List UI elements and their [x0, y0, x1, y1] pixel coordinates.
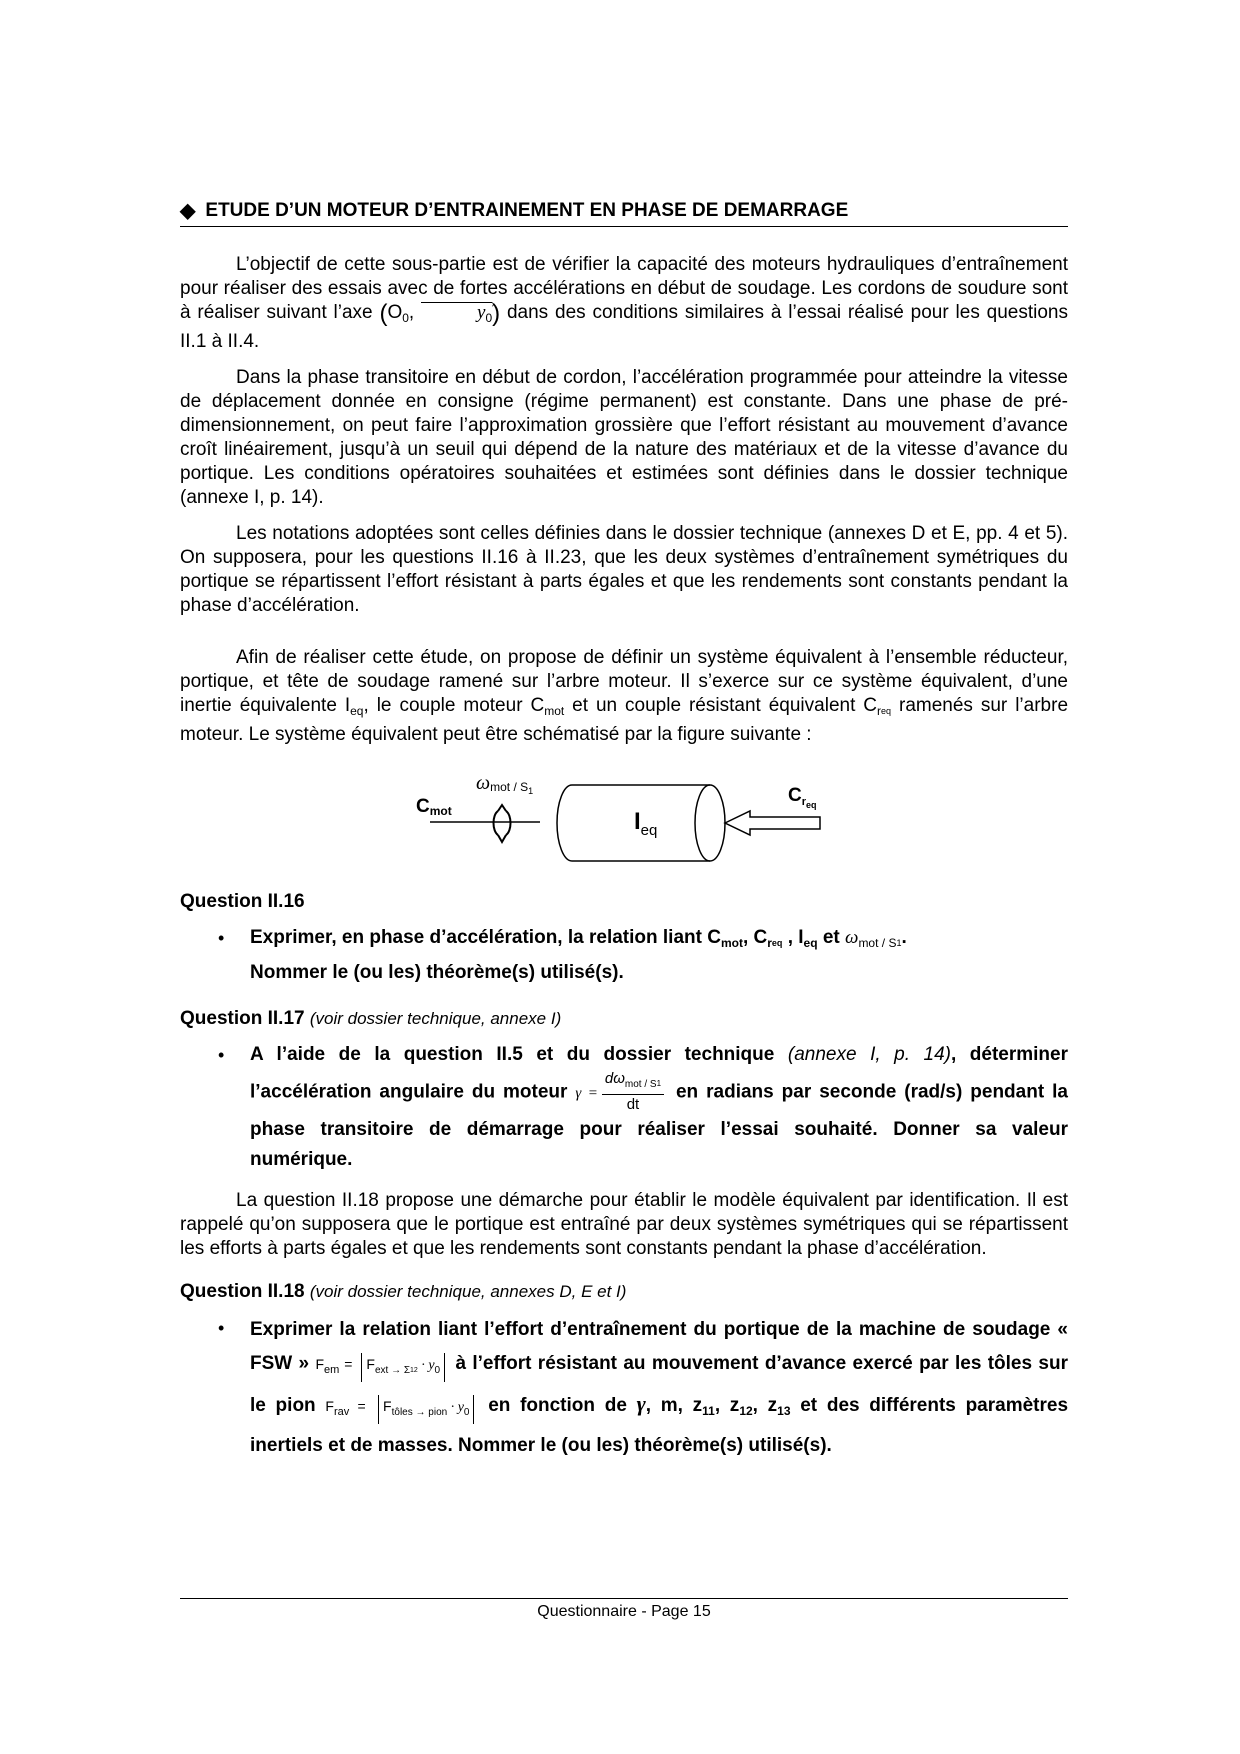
question-18-bullet: [180, 1313, 1068, 1463]
intro-creq-sub: r: [877, 704, 882, 718]
q18-text-f: , z: [752, 1395, 778, 1416]
intro-p4-b: , le couple moteur C: [363, 695, 545, 716]
question-16-bullet: [180, 923, 1068, 988]
q18-text-a: Exprimer la relation liant l’effort d’entraînement du portique de la machine de soudage « FSW »: [250, 1319, 1068, 1374]
q17-gamma: γ =: [575, 1085, 598, 1102]
q16-creq-sub2: eq: [771, 938, 783, 948]
q18-ftoles: F: [383, 1398, 392, 1414]
q16-omega-sub2: 1: [896, 938, 902, 948]
q16-text-e: .: [901, 927, 907, 948]
q18-ftoles-abs: [378, 1395, 474, 1424]
intro-paragraph-2: Dans la phase transitoire en début de cordon, l’accélération programmée pour atteindre la vitesse de déplacement donnée en consigne (régime permanent) est constante. Dans une phase de pré-dimensionnement, on peut faire l’approximation grossière que l’effort résistant au mouvement d’avance croît linéairement, jusqu’à un seuil qui dépend de la nature des matériaux et de la vitesse d’avance du portique. Les conditions opératoires souhaitées et estimées sont définies dans le dossier technique (annexe I, p. 14).: [180, 367, 1068, 508]
bullet-icon: •: [218, 1318, 225, 1338]
diagram-cmot-label: Cmot: [416, 796, 452, 818]
q18-dot-y2-sub: 0: [463, 1407, 470, 1418]
q18-text-b: à l’effort résistant au mouvement d’avance exercé par les tôles sur le pion: [250, 1353, 1068, 1416]
q18-ftoles-sub: tôles → pion: [391, 1407, 448, 1418]
axis-close-paren: ): [492, 300, 501, 327]
q17-frac-num: dω: [604, 1070, 625, 1087]
q18-fext: F: [366, 1356, 375, 1372]
intro-cmot-sub: mot: [544, 704, 565, 718]
intro-p1-a: L’objectif de cette sous-partie est de vérifier la capacité des moteurs hydrauliques d’entraînement pour réaliser des essais avec de fortes accélérations en début de soudage. Les cordons de soudure sont à réaliser suivant l’axe: [180, 254, 1068, 323]
intro-paragraph-4: [180, 646, 1068, 747]
q17-text-c: en radians par seconde (rad/s) pendant la phase transitoire de démarrage pour réaliser l’essai souhaité. Donner sa valeur numérique.: [250, 1081, 1068, 1170]
q17-fraction: [602, 1070, 664, 1115]
axis-open-paren: (: [379, 300, 388, 327]
q18-fem-sub: em: [324, 1364, 340, 1376]
axis-o: O: [387, 302, 403, 323]
q18-title-text: Question II.18: [180, 1281, 305, 1302]
equivalent-system-diagram: [180, 759, 1068, 871]
q18-fext-sub: ext → Σ: [374, 1365, 411, 1376]
question-16-text: [250, 923, 1068, 988]
q17-text-ref: (annexe I, p. 14): [787, 1044, 951, 1065]
q18-text-c: en fonction de: [478, 1395, 637, 1416]
q18-dot-y-sub: 0: [434, 1365, 441, 1376]
axis-y-sub: 0: [485, 311, 493, 325]
q16-title-text: Question II.16: [180, 891, 305, 912]
question-17-bullet: [180, 1040, 1068, 1175]
question-17-title: [180, 1008, 1068, 1030]
right-arrow-icon: [725, 811, 820, 835]
question-18-text: [250, 1313, 1068, 1463]
intro-creq-sub2: eq: [881, 706, 892, 716]
q18-fem-eq: =: [339, 1356, 358, 1372]
q17-note: (voir dossier technique, annexe I): [309, 1009, 562, 1028]
axis-o-sub: 0: [402, 311, 409, 325]
q17-frac-num-sub: mot / S: [624, 1079, 657, 1090]
bullet-icon: •: [218, 1045, 225, 1065]
q16-ieq-sub: eq: [803, 936, 818, 950]
question-16-title: [180, 891, 1068, 913]
q18-fem-expr: [315, 1356, 358, 1376]
q16-text-b: , C: [742, 927, 768, 948]
q16-omega: ω: [845, 927, 859, 948]
q17-text-a: A l’aide de la question II.5 et du dossier technique: [250, 1044, 788, 1065]
q18-text-g: et des différents paramètres inertiels et de masses. Nommer le (ou les) théorème(s) utilisé(s).: [250, 1395, 1069, 1456]
question-17-text: [250, 1040, 1068, 1175]
q18-z11: 11: [702, 1404, 715, 1418]
intro-ieq-sub: eq: [350, 704, 364, 718]
q17-text-b: , déterminer l’accélération angulaire du moteur: [250, 1044, 1068, 1103]
question-18-title: [180, 1281, 1068, 1303]
q16-text-d: et: [817, 927, 846, 948]
intro-p4-a: Afin de réaliser cette étude, on propose de définir un système équivalent à l’ensemble réducteur, portique, et tête de soudage ramené sur l’arbre moteur. Il s’exerce sur ce système équivalent, d’une inertie équivalente I: [180, 647, 1068, 716]
q18-fext-abs: [361, 1353, 445, 1382]
diagram-omega-label: ωmot / S1: [476, 772, 534, 796]
page-footer: Questionnaire - Page 15: [180, 1598, 1068, 1621]
rotation-arrow-icon: [494, 805, 511, 835]
q18-fem: F: [315, 1356, 325, 1372]
q18-z13: 13: [777, 1404, 791, 1418]
q16-line-2: Nommer le (ou les) théorème(s) utilisé(s).: [250, 962, 624, 983]
intro-paragraph-3: Les notations adoptées sont celles définies dans le dossier technique (annexes D et E, pp. 4 et 5). On supposera, pour les questions II.16 à II.23, que les deux systèmes d’entraînement symétriques du portique se répartissent l’effort résistant à parts égales et que les rendements sont constants pendant la phase d’accélération.: [180, 523, 1068, 616]
q18-frav: F: [325, 1398, 334, 1414]
q18-text-e: , z: [714, 1395, 740, 1416]
q18-dot-y: · y: [417, 1358, 435, 1373]
q18-frav-sub: rav: [333, 1406, 350, 1418]
q18-fext-sub2: 12: [410, 1367, 418, 1374]
q18-frav-eq: =: [349, 1398, 375, 1414]
diagram-ieq-label: $I_{eq}$: [634, 808, 658, 839]
section-title: ETUDE D’UN MOTEUR D’ENTRAINEMENT EN PHASE DE DEMARRAGE: [205, 199, 849, 221]
q17-frac-num-sub2: 1: [656, 1079, 662, 1088]
rotation-double-arrow-icon: [498, 835, 506, 842]
axis-y-vector: [421, 301, 492, 330]
q16-text-c: , I: [782, 927, 804, 948]
intro-p4-c: et un couple résistant équivalent C: [564, 695, 878, 716]
q18-gamma: γ: [636, 1391, 646, 1416]
q18-dot-y2: · y: [447, 1400, 464, 1415]
section-heading: [180, 198, 1068, 227]
intro-p1-b: dans des conditions similaires à l’essai réalisé pour les questions II.1 à II.4.: [180, 302, 1068, 352]
intro-p4-d: ramenés sur l’arbre moteur. Le système équivalent peut être schématisé par la figure suivante :: [180, 695, 1069, 745]
q17-title-text: Question II.17: [180, 1008, 305, 1029]
q18-text-d: , m, z: [645, 1395, 703, 1416]
q16-text-a: Exprimer, en phase d’accélération, la relation liant C: [250, 927, 721, 948]
q16-cmot-sub: mot: [720, 936, 743, 950]
bullet-icon: •: [218, 928, 225, 948]
q16-creq-sub: r: [767, 936, 772, 950]
q16-omega-sub: mot / S: [858, 936, 897, 950]
page-content: [180, 198, 1068, 1473]
between-paragraph: La question II.18 propose une démarche pour établir le modèle équivalent par identification. Il est rappelé qu’on supposera que le portique est entraîné par deux systèmes symétriques qui se répartissent les efforts à parts égales et que les rendements sont constants pendant la phase d’accélération.: [180, 1190, 1068, 1259]
diagram-creq-label: $C_req$: [788, 785, 817, 810]
q17-frac-den: dt: [626, 1096, 640, 1113]
q18-note: (voir dossier technique, annexes D, E et I): [309, 1282, 627, 1301]
diamond-icon: ◆: [180, 200, 196, 222]
q18-frav-expr: [325, 1398, 375, 1418]
q18-z12: 12: [739, 1404, 753, 1418]
intro-paragraph-1: L’objectif de cette sous-partie est de vérifier la capacité des moteurs hydrauliques d’entraînement pour réaliser des essais avec de fortes accélérations en début de soudage. Les cordons de soudure sont à réaliser suivant l’axe ($O_0$, $y_0$ ›) dans des conditions similaires à l’essai réalisé pour les questions II.1 à II.4.: [180, 253, 1068, 354]
axis-y: y: [477, 302, 486, 323]
